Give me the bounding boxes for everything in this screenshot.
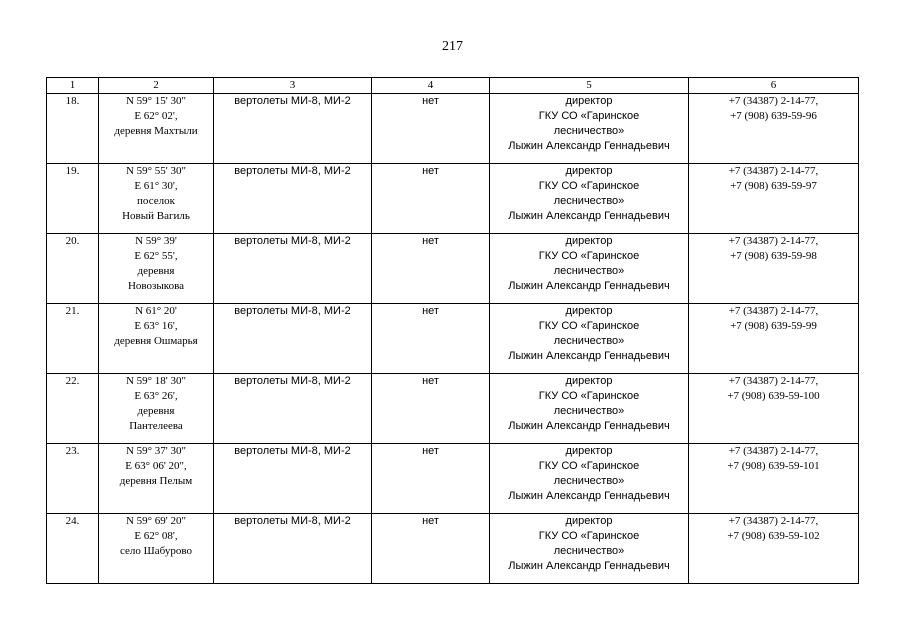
row-number: 23. xyxy=(47,444,99,514)
transport-cell: вертолеты МИ-8, МИ-2 xyxy=(214,94,372,164)
transport-cell: вертолеты МИ-8, МИ-2 xyxy=(214,304,372,374)
phones-cell: +7 (34387) 2-14-77, +7 (908) 639-59-98 xyxy=(689,234,859,304)
phones-cell: +7 (34387) 2-14-77, +7 (908) 639-59-101 xyxy=(689,444,859,514)
row-number: 20. xyxy=(47,234,99,304)
transport-cell: вертолеты МИ-8, МИ-2 xyxy=(214,444,372,514)
phones-cell: +7 (34387) 2-14-77, +7 (908) 639-59-96 xyxy=(689,94,859,164)
location-cell: N 61° 20' E 63° 16', деревня Ошмарья xyxy=(99,304,214,374)
row-number: 24. xyxy=(47,514,99,584)
location-cell: N 59° 69' 20" E 62° 08', село Шабурово xyxy=(99,514,214,584)
availability-cell: нет xyxy=(372,94,490,164)
availability-cell: нет xyxy=(372,164,490,234)
availability-cell: нет xyxy=(372,304,490,374)
table-row xyxy=(47,164,859,234)
column-header: 1 xyxy=(47,78,99,94)
registry-table xyxy=(46,77,859,584)
transport-cell: вертолеты МИ-8, МИ-2 xyxy=(214,374,372,444)
table-row xyxy=(47,304,859,374)
row-number: 22. xyxy=(47,374,99,444)
page-number: 217 xyxy=(442,39,463,54)
contact-cell: директор ГКУ СО «Гаринское лесничество» Лыжин Александр Геннадьевич xyxy=(490,374,689,444)
phones-cell: +7 (34387) 2-14-77, +7 (908) 639-59-99 xyxy=(689,304,859,374)
column-header: 3 xyxy=(214,78,372,94)
table-row xyxy=(47,444,859,514)
table-row xyxy=(47,514,859,584)
table-row xyxy=(47,94,859,164)
phones-cell: +7 (34387) 2-14-77, +7 (908) 639-59-97 xyxy=(689,164,859,234)
availability-cell: нет xyxy=(372,234,490,304)
location-cell: N 59° 39' E 62° 55', деревня Новозыкова xyxy=(99,234,214,304)
row-number: 18. xyxy=(47,94,99,164)
contact-cell: директор ГКУ СО «Гаринское лесничество» Лыжин Александр Геннадьевич xyxy=(490,234,689,304)
contact-cell: директор ГКУ СО «Гаринское лесничество» Лыжин Александр Геннадьевич xyxy=(490,304,689,374)
contact-cell: директор ГКУ СО «Гаринское лесничество» Лыжин Александр Геннадьевич xyxy=(490,444,689,514)
contact-cell: директор ГКУ СО «Гаринское лесничество» Лыжин Александр Геннадьевич xyxy=(490,94,689,164)
row-number: 19. xyxy=(47,164,99,234)
transport-cell: вертолеты МИ-8, МИ-2 xyxy=(214,164,372,234)
table-row xyxy=(47,234,859,304)
column-header: 4 xyxy=(372,78,490,94)
phones-cell: +7 (34387) 2-14-77, +7 (908) 639-59-102 xyxy=(689,514,859,584)
contact-cell: директор ГКУ СО «Гаринское лесничество» Лыжин Александр Геннадьевич xyxy=(490,514,689,584)
column-header: 5 xyxy=(490,78,689,94)
transport-cell: вертолеты МИ-8, МИ-2 xyxy=(214,514,372,584)
location-cell: N 59° 55' 30" E 61° 30', поселок Новый Вагиль xyxy=(99,164,214,234)
table-row xyxy=(47,374,859,444)
column-header: 6 xyxy=(689,78,859,94)
availability-cell: нет xyxy=(372,374,490,444)
row-number: 21. xyxy=(47,304,99,374)
availability-cell: нет xyxy=(372,444,490,514)
phones-cell: +7 (34387) 2-14-77, +7 (908) 639-59-100 xyxy=(689,374,859,444)
contact-cell: директор ГКУ СО «Гаринское лесничество» Лыжин Александр Геннадьевич xyxy=(490,164,689,234)
availability-cell: нет xyxy=(372,514,490,584)
location-cell: N 59° 15' 30" E 62° 02', деревня Махтыли xyxy=(99,94,214,164)
location-cell: N 59° 18' 30" E 63° 26', деревня Пантелеева xyxy=(99,374,214,444)
location-cell: N 59° 37' 30" E 63° 06' 20", деревня Пелым xyxy=(99,444,214,514)
transport-cell: вертолеты МИ-8, МИ-2 xyxy=(214,234,372,304)
table-header-row xyxy=(47,78,859,94)
column-header: 2 xyxy=(99,78,214,94)
